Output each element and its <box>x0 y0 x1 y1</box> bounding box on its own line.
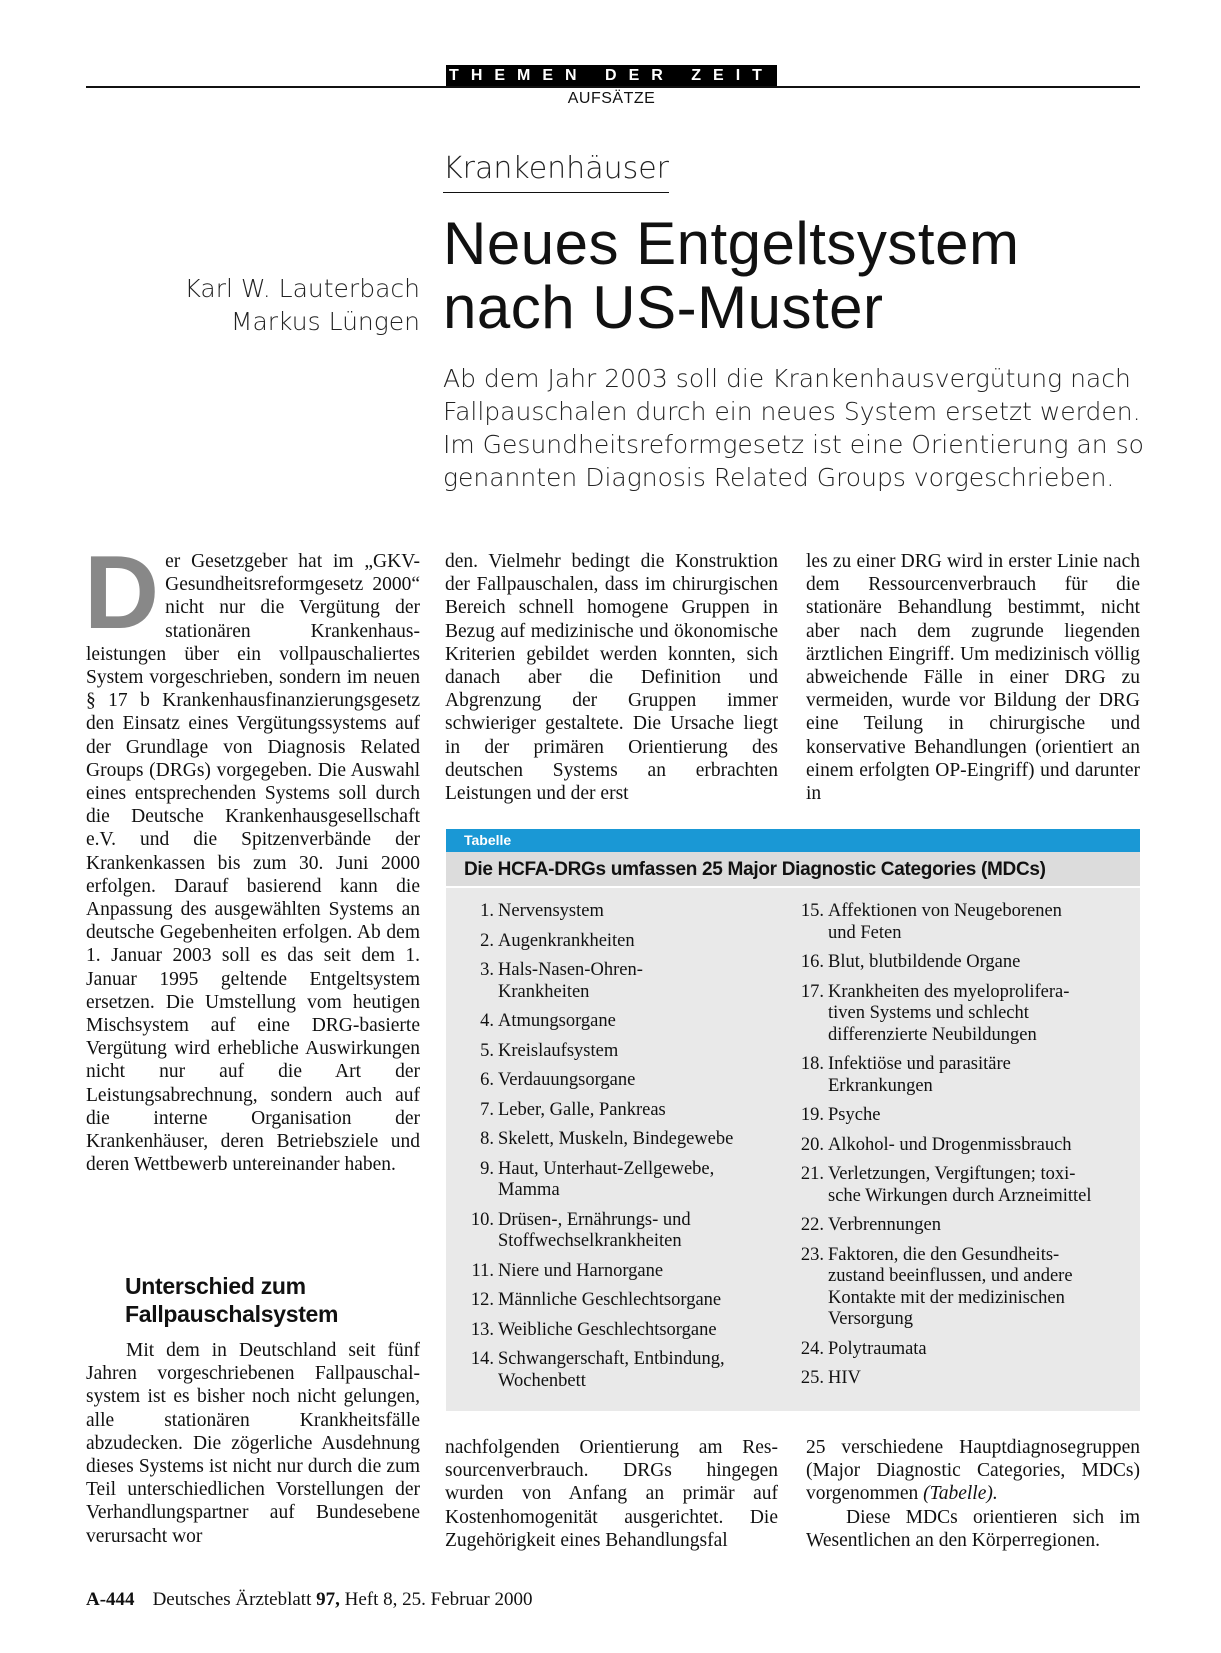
item-text: HIV <box>828 1368 861 1388</box>
item-number: 10. <box>470 1209 494 1230</box>
table-list-item <box>796 982 1126 1047</box>
column-3-lower-text: 25 verschiedene Hauptdiagnosegruppen (Major Diagnostic Categories, MDCs) vorgenommen <box>806 1437 1140 1505</box>
item-number: 15. <box>800 901 824 921</box>
item-text: Verdauungsorgane <box>498 1070 636 1090</box>
item-text: Haut, Unterhaut-Zellgewebe, Mamma <box>498 1158 715 1200</box>
item-text: Weibliche Geschlechtsorgane <box>498 1319 717 1340</box>
item-text: Blut, blutbildende Organe <box>828 952 1021 972</box>
page-footer <box>86 1589 532 1611</box>
table-title: Die HCFA-DRGs umfassen 25 Major Diagnostic Categories (MDCs) <box>446 852 1140 888</box>
journal-volume: 97, <box>316 1589 340 1610</box>
table-list-item <box>796 1105 1126 1127</box>
table-list-item <box>466 1041 776 1063</box>
body-column-3-lower <box>806 1436 1140 1552</box>
table-list-item <box>466 960 776 1003</box>
item-number: 17. <box>800 981 824 1002</box>
headline-line-1: Neues Entgeltsystem <box>443 210 1020 277</box>
author-1: Karl W. Lauterbach <box>184 274 420 303</box>
table-list-item <box>796 952 1126 974</box>
item-text: Psyche <box>828 1105 881 1125</box>
intro-paragraph <box>84 535 420 1176</box>
mdc-table <box>446 829 1140 1411</box>
body-column-2-lower <box>445 1436 778 1552</box>
item-text: Skelett, Muskeln, Bindegewebe <box>498 1129 734 1149</box>
item-text: Niere und Harnorgane <box>498 1260 664 1281</box>
body-column-3-upper <box>806 550 1140 805</box>
table-list-item <box>466 1349 776 1392</box>
item-text: Leber, Galle, Pankreas <box>498 1099 666 1120</box>
column-2-upper-text: den. Vielmehr bedingt die Konstruktion der Fallpauschalen, dass im chirurgischen Bereich schnell homogene Gruppen in Bezug auf medizinische und ökonomische Kriterien gebildet werden konnten, sich danach aber die Definition und Abgrenzung der Gruppen immer schwieriger gestaltete. Die Ursache liegt in der primären Orientierung des deutschen Systems an erbrachten Leistungen und der erst <box>445 551 778 805</box>
drop-cap: D <box>84 535 160 651</box>
item-number: 4. <box>480 1011 494 1031</box>
item-number: 8. <box>480 1129 494 1149</box>
author-2: Markus Lüngen <box>230 307 420 336</box>
table-list-item <box>466 1100 776 1122</box>
table-list-item <box>466 1159 776 1202</box>
subheading-line-2: Fallpauschalsystem <box>125 1301 339 1327</box>
item-text: Krankheiten des myeloprolifera- tiven Systems und schlecht differenzierte Neubildungen <box>828 981 1070 1045</box>
table-list-item <box>466 1290 776 1312</box>
table-list-left <box>466 901 776 1400</box>
item-number: 22. <box>800 1215 824 1235</box>
item-text: Drüsen-, Ernährungs- und Stoffwechselkrankheiten <box>498 1209 691 1251</box>
page-number: A-444 <box>86 1589 135 1610</box>
item-text: Verletzungen, Vergiftungen; toxi- sche Wirkungen durch Arzneimittel <box>828 1164 1092 1206</box>
item-text: Alkohol- und Drogenmissbrauch <box>828 1134 1072 1155</box>
item-number: 14. <box>470 1349 494 1369</box>
item-number: 5. <box>480 1040 494 1061</box>
item-number: 23. <box>800 1244 824 1265</box>
table-list-item <box>796 1339 1126 1361</box>
item-text: Nervensystem <box>498 901 604 921</box>
table-list-item <box>796 1135 1126 1157</box>
item-number: 11. <box>471 1260 494 1281</box>
headline-line-2: nach US-Muster <box>443 274 884 341</box>
item-text: Männliche Geschlechtsorgane <box>498 1290 722 1310</box>
table-list-item <box>796 1215 1126 1237</box>
item-number: 25. <box>800 1368 824 1388</box>
table-list-item <box>796 901 1126 944</box>
header-rule <box>86 86 1140 88</box>
item-number: 13. <box>470 1319 494 1340</box>
column-3-upper-text: les zu einer DRG wird in erster Linie nach dem Ressourcenverbrauch für die stationäre Behandlung bestimmt, nicht aber nach dem zugrunde liegenden ärztlichen Eingriff. Um medizinisch völlig abweichende Fälle in einer DRG zu vermeiden, wurde vor Bildung der DRG eine Teilung in chirurgische und konservative Behandlungen (orientiert an einem erfolgten OP-Eingriff) und darunter in <box>806 551 1140 805</box>
body-column-1-lower <box>86 1339 420 1548</box>
table-list-item <box>466 1129 776 1151</box>
item-number: 18. <box>800 1054 824 1074</box>
item-number: 6. <box>480 1070 494 1090</box>
item-number: 9. <box>480 1158 494 1179</box>
item-text: Atmungsorgane <box>498 1011 616 1031</box>
item-text: Augenkrankheiten <box>498 930 635 951</box>
column-3-lower-paragraph <box>806 1436 1140 1506</box>
table-list-item <box>466 901 776 923</box>
table-list-item <box>466 1320 776 1342</box>
item-text: Faktoren, die den Gesundheits- zustand beeinflussen, und andere Kontakte mit der medizinischen Versorgung <box>828 1244 1073 1329</box>
item-number: 3. <box>480 960 494 980</box>
section-subheading <box>125 1272 338 1328</box>
intro-text: er Gesetzgeber hat im „GKV-Gesundheitsreformgesetz 2000“ nicht nur die Vergütung der stationären Krankenhausleistungen über ein vollpauschaliertes System vorgeschrieben, sondern im neuen § 17 b Krankenhausfinanzierungsgesetz den Einsatz eines Vergütungssystems auf der Grundlage von Diagnosis Related Groups (DRGs) vorgegeben. Die Auswahl eines entsprechenden Systems soll durch die Deutsche Krankenhausgesellschaft e.V. und die Spitzenverbände der Krankenkassen bis zum 30. Juni 2000 erfolgen. Darauf basierend kann die Anpassung des ausgewählten Systems an deutsche Gegebenheiten erfolgen. Ab dem 1. Januar 2003 soll es das seit dem 1. Januar 1995 geltende Entgeltsystem ersetzen. Die Umstellung vom heutigen Mischsystem auf eine DRG-basierte Vergütung wird erhebliche Auswirkungen nicht nur auf die Art der Leistungsabrechnung, sondern auch auf die interne Organisation der Krankenhäuser, deren Betriebsziele und deren Wettbewerb untereinander haben. <box>86 551 420 1176</box>
section-label: THEMEN DER ZEIT <box>446 65 777 86</box>
body-column-1 <box>84 535 420 1176</box>
item-text: Affektionen von Neugeborenen und Feten <box>828 901 1062 943</box>
article-lead <box>443 362 1143 494</box>
subsection-label: AUFSÄTZE <box>567 90 656 107</box>
item-number: 16. <box>800 952 824 972</box>
item-text: Kreislaufsystem <box>498 1040 619 1061</box>
table-reference: (Tabelle). <box>923 1483 998 1505</box>
table-list-right <box>796 901 1126 1398</box>
table-tag: Tabelle <box>446 829 1140 852</box>
table-list-item <box>466 1261 776 1283</box>
lead-line-3: Im Gesundheitsreformgesetz ist eine Orientierung an so <box>443 430 1144 459</box>
item-number: 1. <box>480 901 494 921</box>
item-text: Hals-Nasen-Ohren- Krankheiten <box>498 960 643 1002</box>
item-number: 24. <box>800 1338 824 1359</box>
column-3-closing-text: Diese MDCs orientieren sich im Wesentlichen an den Körperregionen. <box>806 1506 1140 1551</box>
table-list-item <box>796 1245 1126 1331</box>
item-number: 20. <box>800 1134 824 1155</box>
article-kicker: Krankenhäuser <box>443 150 669 193</box>
item-text: Infektiöse und parasitäre Erkrankungen <box>828 1054 1011 1096</box>
lead-line-4: genannten Diagnosis Related Groups vorgeschrieben. <box>443 463 1115 492</box>
section-paragraph: Mit dem in Deutschland seit fünf Jahren vorgeschriebenen Fallpauschalsystem ist es bisher noch nicht gelungen, alle stationären Krankheitsfälle abzudecken. Die zögerliche Ausdehnung dieses Systems ist nicht nur durch die zum Teil unterschiedlichen Vorstellungen der Verhandlungspartner auf Bundesebene verursacht wor <box>86 1340 420 1547</box>
column-2-lower-text: nachfolgenden Orientierung am Ressourcenverbrauch. DRGs hingegen wurden von Anfang an primär auf Kostenhomogenität ausgerichtet. Die Zugehörigkeit eines Behandlungsfal <box>445 1437 778 1551</box>
table-list-item <box>466 1070 776 1092</box>
article-authors <box>150 272 420 338</box>
table-list-item <box>796 1368 1126 1390</box>
table-list-item <box>466 1011 776 1033</box>
item-number: 19. <box>800 1105 824 1125</box>
item-number: 2. <box>480 930 494 951</box>
lead-line-1: Ab dem Jahr 2003 soll die Krankenhausvergütung nach <box>443 364 1131 393</box>
subheading-line-1: Unterschied zum <box>125 1273 306 1299</box>
table-list-item <box>796 1054 1126 1097</box>
body-column-2-upper <box>445 550 778 805</box>
journal-name: Deutsches Ärzteblatt <box>152 1589 317 1610</box>
item-number: 7. <box>480 1099 494 1120</box>
lead-line-2: Fallpauschalen durch ein neues System ersetzt werden. <box>443 397 1141 426</box>
journal-issue: Heft 8, 25. Februar 2000 <box>339 1589 533 1610</box>
table-list-item <box>796 1164 1126 1207</box>
item-text: Verbrennungen <box>828 1215 942 1235</box>
item-number: 12. <box>470 1290 494 1310</box>
article-headline <box>443 212 1019 340</box>
table-list-item <box>466 1210 776 1253</box>
item-number: 21. <box>800 1164 824 1184</box>
item-text: Schwangerschaft, Entbindung, Wochenbett <box>498 1349 725 1391</box>
item-text: Polytraumata <box>828 1338 927 1359</box>
table-list-item <box>466 931 776 953</box>
